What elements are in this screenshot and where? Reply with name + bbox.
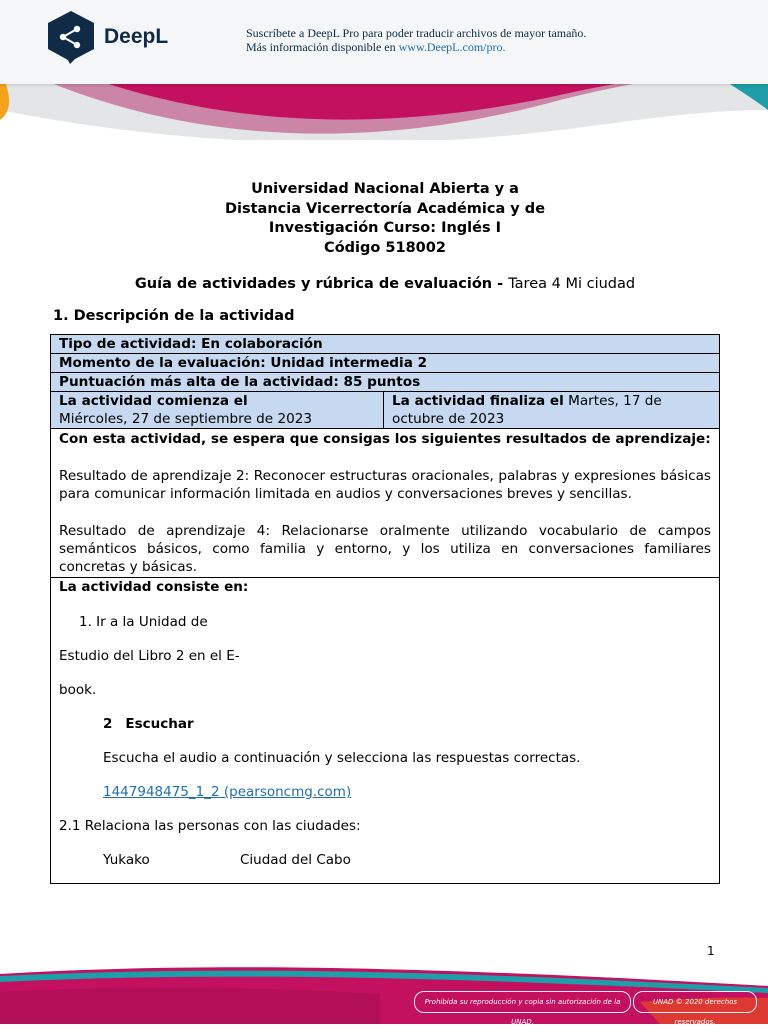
activity-table <box>50 334 720 884</box>
activity-steps-cell <box>51 578 720 884</box>
max-score-row: Puntuación más alta de la actividad: 85 puntos <box>51 373 720 392</box>
end-date-value-line2: octubre de 2023 <box>392 411 505 427</box>
learning-result-2: Resultado de aprendizaje 2: Reconocer estructuras oracionales, palabras y expresiones básicas para comunicar información limitada en audios y conversaciones breves y sencillas. <box>59 468 711 502</box>
step-2-instructions: Escucha el audio a continuación y selecciona las respuestas correctas. <box>103 750 581 766</box>
document-title <box>50 180 720 258</box>
audio-link-row <box>103 783 711 801</box>
deepl-promo-bar <box>0 0 768 84</box>
section-heading: 1. Descripción de la actividad <box>53 308 295 324</box>
end-date-value: Martes, 17 de <box>563 393 662 409</box>
city-name: Ciudad del Cabo <box>240 852 351 868</box>
document-subtitle <box>50 276 720 292</box>
evaluation-moment-row: Momento de la evaluación: Unidad intermedia 2 <box>51 354 720 373</box>
start-date-value: Miércoles, 27 de septiembre de 2023 <box>59 411 313 427</box>
learning-result-4: Resultado de aprendizaje 4: Relacionarse oralmente utilizando vocabulario de campos semánticos básicos, como familia y entorno, y los utiliza en conversaciones familiares concretas y básicas. <box>59 523 711 575</box>
copyright-notice: UNAD © 2020 derechos reservados. <box>633 991 757 1013</box>
deepl-upgrade-message <box>246 26 586 54</box>
subtitle-task: Tarea 4 Mi ciudad <box>508 276 636 292</box>
deepl-logo-icon <box>46 10 96 64</box>
document-page <box>50 180 720 884</box>
person-name: Yukako <box>103 852 150 868</box>
deepl-pro-link[interactable]: www.DeepL.com/pro. <box>398 40 506 54</box>
learning-results-cell <box>51 429 720 578</box>
activity-heading: La actividad consiste en: <box>59 579 249 595</box>
end-date-label: La actividad finaliza el <box>392 393 564 409</box>
subtitle-bold: Guía de actividades y rúbrica de evaluación - <box>134 276 509 292</box>
step-2-number: 2 <box>103 716 113 732</box>
step-2-heading <box>103 715 711 733</box>
deepl-message-line1: Suscríbete a DeepL Pro para poder traducir archivos de mayor tamaño. <box>246 26 587 40</box>
step-2-title: Escuchar <box>125 716 194 732</box>
step-1-continued-2: book. <box>59 682 97 698</box>
activity-type-row: Tipo de actividad: En colaboración <box>51 335 720 354</box>
page-number: 1 <box>707 944 715 958</box>
header-banner <box>0 0 768 140</box>
deepl-logo[interactable] <box>46 10 168 64</box>
title-line-1: Universidad Nacional Abierta y a <box>251 181 519 197</box>
step-1-continued: Estudio del Libro 2 en el E- <box>59 648 240 664</box>
deepl-message-prefix: Más información disponible en <box>246 40 399 54</box>
title-line-4: Código 518002 <box>324 239 446 256</box>
start-date-cell <box>51 392 384 429</box>
start-date-label: La actividad comienza el <box>59 393 248 409</box>
audio-link[interactable]: 1447948475_1_2 (pearsoncmg.com) <box>103 784 352 800</box>
end-date-cell <box>384 392 720 429</box>
copy-prohibition-notice: Prohibida su reproducción y copia sin autorización de la UNAD. <box>414 991 631 1013</box>
results-intro: Con esta actividad, se espera que consigas los siguientes resultados de aprendizaje: <box>59 431 711 447</box>
deepl-message-line2 <box>246 40 586 54</box>
title-line-2: Distancia Vicerrectoría Académica y de <box>224 200 546 217</box>
step-2-1-instructions: 2.1 Relaciona las personas con las ciudades: <box>59 818 361 834</box>
deepl-brand-name: DeepL <box>104 25 169 48</box>
title-line-3: Investigación Curso: Inglés I <box>268 220 502 236</box>
match-row <box>103 851 711 869</box>
step-1: 1. Ir a la Unidad de <box>79 614 208 630</box>
